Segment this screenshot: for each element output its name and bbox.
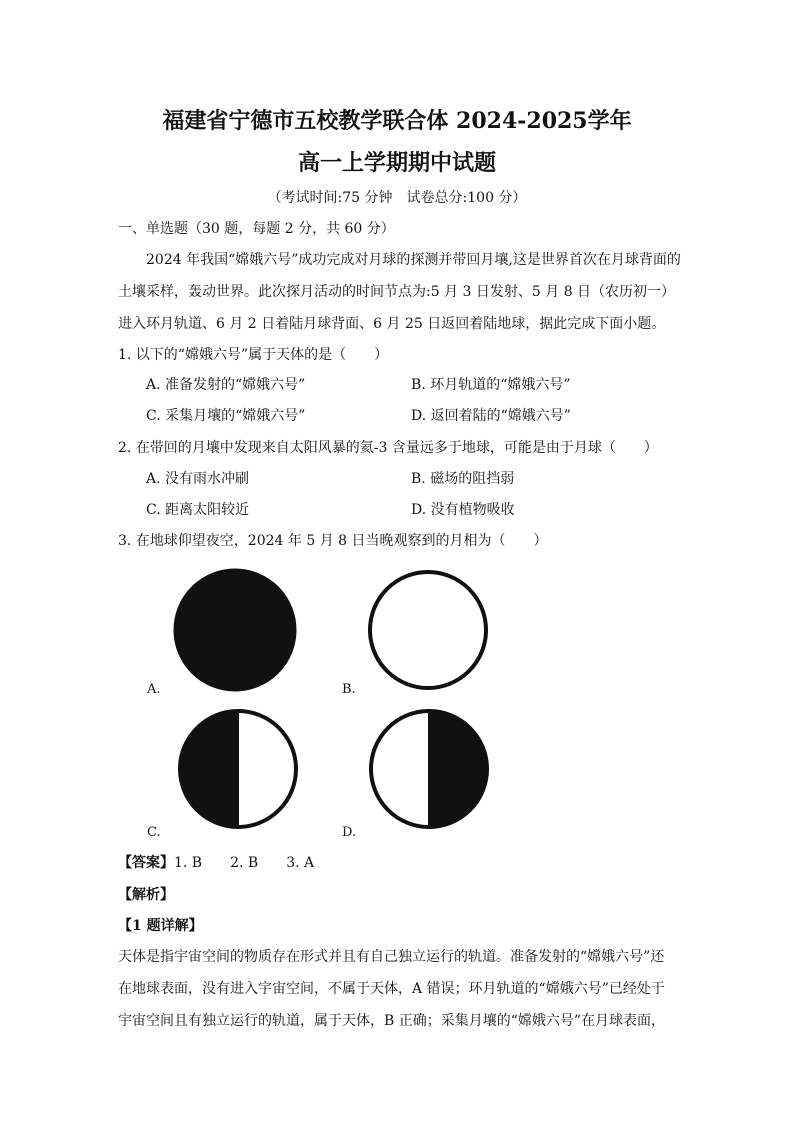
question-1-stem: 1. 以下的“嫦娥六号”属于天体的是（ ） [118, 347, 389, 363]
question-2-option-c: C. 距离太阳较近 [146, 502, 250, 518]
passage-line: 土壤采样，轰动世界。此次探月活动的时间节点为:5 月 3 日发射、5 月 8 日（农历初一） [118, 284, 676, 300]
question-3-option-c: C. [147, 825, 161, 840]
moon-phase-d-icon [368, 708, 490, 830]
answer-label: 【答案】 [118, 855, 174, 871]
analysis-heading: 【解析】 [118, 887, 174, 903]
passage-line: 2024 年我国“嫦娥六号”成功完成对月球的探测并带回月壤,这是世界首次在月球背面的 [146, 252, 681, 268]
question-2-option-a: A. 没有雨水冲刷 [146, 471, 250, 487]
analysis-line: 在地球表面，没有进入宇宙空间，不属于天体，A 错误；环月轨道的“嫦娥六号”已经处于 [118, 981, 665, 997]
moon-phase-a-icon [172, 567, 298, 693]
question-1-option-c: C. 采集月壤的“嫦娥六号” [146, 408, 306, 424]
question-1-option-a: A. 准备发射的“嫦娥六号” [146, 377, 306, 393]
analysis-line: 天体是指宇宙空间的物质存在形式并且有自己独立运行的轨道。准备发射的“嫦娥六号”还 [118, 949, 665, 965]
question-1-option-b: B. 环月轨道的“嫦娥六号” [411, 377, 571, 393]
question-3-option-a: A. [147, 682, 161, 697]
question-2-stem: 2. 在带回的月壤中发现来自太阳风暴的氦-3 含量远多于地球，可能是由于月球（ ） [118, 440, 658, 456]
answer-line [118, 852, 314, 872]
question-2-option-b: B. 磁场的阻挡弱 [411, 471, 515, 487]
document-title-line1: 福建省宁德市五校教学联合体 2024-2025学年 [162, 108, 632, 134]
analysis-subheading: 【1 题详解】 [118, 918, 203, 934]
question-1-option-d: D. 返回着陆的“嫦娥六号” [411, 408, 571, 424]
question-2-option-d: D. 没有植物吸收 [411, 502, 515, 518]
analysis-line: 宇宙空间且有独立运行的轨道，属于天体，B 正确；采集月壤的“嫦娥六号”在月球表面， [118, 1013, 666, 1029]
section-heading: 一、单选题（30 题，每题 2 分，共 60 分） [118, 221, 395, 237]
exam-info: （考试时间:75 分钟 试卷总分:100 分） [267, 190, 527, 206]
passage-line: 进入环月轨道、6 月 2 日着陆月球背面、6 月 25 日返回着陆地球，据此完成下面小题。 [118, 316, 666, 332]
question-3-option-d: D. [342, 825, 357, 840]
answer-values: 1. B 2. B 3. A [174, 855, 315, 871]
question-3-stem: 3. 在地球仰望夜空，2024 年 5 月 8 日当晚观察到的月相为（ ） [118, 533, 548, 549]
moon-phase-b-icon [366, 568, 490, 692]
document-title-line2: 高一上学期期中试题 [297, 150, 496, 176]
question-3-option-b: B. [342, 682, 356, 697]
moon-phase-c-icon [177, 708, 299, 830]
